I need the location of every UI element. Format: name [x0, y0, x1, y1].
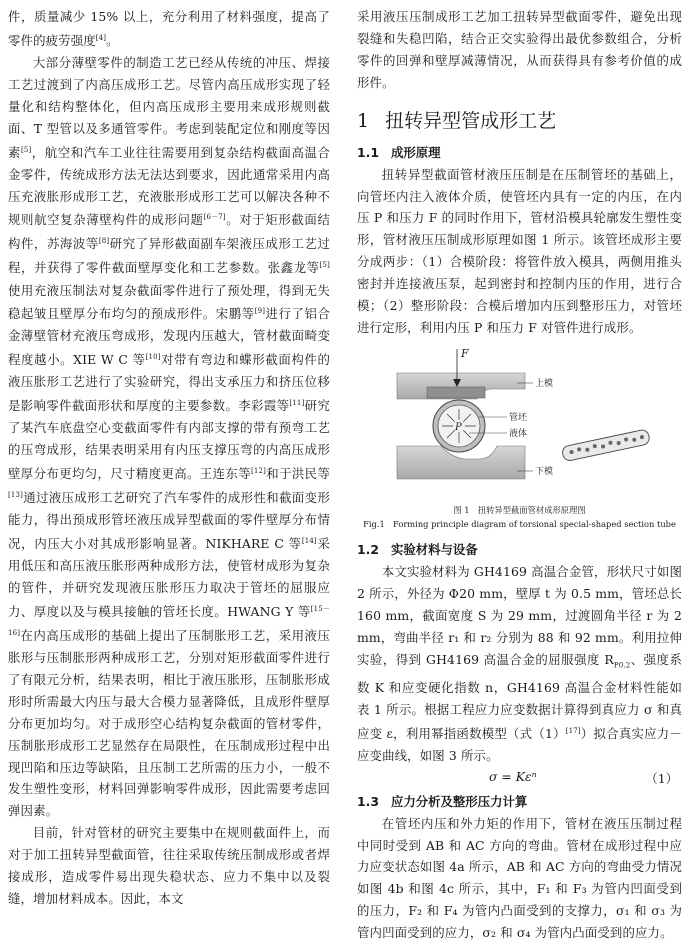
citation: [5]	[20, 145, 32, 154]
label-F: F	[461, 346, 469, 360]
right-column	[357, 6, 682, 944]
left-paragraph-1: 件，质量减少 15% 以上，充分利用了材料强度，提高了零件的疲劳强度[4]。	[8, 9, 330, 49]
citation: [6－7]	[203, 213, 226, 222]
subsection-heading-1-2: 1.2 实验材料与设备	[357, 541, 478, 557]
citation: [14]	[301, 537, 317, 546]
label-liquid: 液体	[509, 428, 528, 439]
citation: [4]	[95, 33, 107, 42]
label-tube: 管坯	[509, 412, 528, 423]
formed-part	[561, 429, 650, 462]
citation: [13]	[8, 491, 23, 500]
left-column	[8, 6, 330, 910]
equation-1-expression: σ = Kεⁿ	[489, 768, 537, 784]
figure-1-caption-en: Fig.1 Forming principle diagram of torsional special-shaped section tube	[363, 518, 676, 529]
equation-1-number: （1）	[645, 770, 678, 786]
label-lower-die: 下模	[535, 466, 554, 477]
citation: [11]	[289, 399, 305, 408]
label-upper-die: 上模	[535, 378, 554, 389]
citation: [5]	[319, 261, 330, 270]
left-paragraph-3: 目前，针对管材的研究主要集中在规则截面件上，而对于加工扭转异型截面管，往往采取传统压制成形或者焊接成形，造成零件易出现失稳状态、应力不集中以及裂缝，增加材料成本。因此，本文	[8, 825, 330, 906]
citation: [9]	[254, 307, 266, 316]
section-heading-1: 1 扭转异型管成形工艺	[357, 109, 557, 132]
left-paragraph-2: 大部分薄壁零件的制造工艺已经从传统的冲压、焊接工艺过渡到了内高压成形工艺。尽管内高压成形实现了轻量化和结构整体化，但内高压成形主要用来成形规则截面、T 型管以及多通管零件。考虑到装配定位和刚度等因素[5]，航空和汽车工业往往需要用到复杂结构截面高温合金零件，传统成形方法无法达到要求，因此通常采用内高压充液胀形成形工艺，充液胀形成形工艺可以解决各种不规则航空复杂薄壁构件的成形问题[6－7]。对于矩形截面结构件，苏海波等[8]研究了异形截面副车架液压成形工艺过程，并获得了零件截面壁厚变化和工艺参数。张鑫龙等[5]使用充液压制法对复杂截面零件进行了预处理，得到无失稳起皱且壁厚分布均匀的预成形件。宋鹏等[9]进行了铝合金薄壁管材充液压弯成形，发现内压越大，管材截面畸变程度越小。XIE W C 等[10]对带有弯边和蝶形截面构件的液压胀形工艺进行了实验研究，得出支承压力和挤压位移是影响零件截面形状和厚度的主要参数。李彩霞等[11]研究了某汽车底盘空心变截面零件有内部支撑的带有预弯工艺的压弯成形，结果表明采用有内压支撑压弯的内高压成形壁厚分布更均匀，尺寸精度更高。王连东等[12]和于洪民等[13]通过液压成形工艺研究了汽车零件的成形性和截面变形能力，得出预成形管坯液压成异型截面的零件壁厚分布情况，内压大小对其成形影响显著。NIKHARE C 等[14]采用低压和高压液压胀形两种成形方法，使管材成形为复杂的管件，并研究发现液压胀形压力取决于管坯的屈服应力、厚度以及与模具接触的管坯长度。HWANG Y 等[15－16]在内高压成形的基础上提出了压制胀形工艺，采用液压胀形与压制胀形两种成形工艺，分别对矩形截面零件进行了有限元分析，结果表明，相比于液压胀形，压制胀形成形时所需最大内压与最大合模力显著降低，且成形件壁厚分布更加均匀。对于成形空心结构复杂截面的管材零件，压制胀形成形工艺显然存在局限性，在压制成形过程中出现凹陷和压边等缺陷，且压制工艺所需的压力小，一般不发生塑性变形，材料回弹影响零件成形，因此需要考虑回弹因素。	[8, 54, 331, 819]
citation: [15－16]	[8, 604, 330, 637]
subsection-heading-1-3: 1.3 应力分析及整形压力计算	[357, 793, 528, 809]
right-paragraph-4: 在管坯内压和外力矩的作用下，管材在液压压制过程中同时受到 AB 和 AC 方向的弯曲。管材在成形过程中应力应变状态如图 4a 所示，AB 和 AC 方向的弯曲受力情况如图 4b 和图 4c 所示，其中，F₁ 和 F₃ 为管内凹面受到的压力，F₂ 和 F₄ 为管内凸面受到的支撑力，σ₁ 和 σ₃ 为管内凹面受到的应力，σ₂ 和 σ₄ 为管内凸面受到的应力。	[357, 815, 682, 941]
figure-1	[357, 341, 682, 503]
right-paragraph-3: 本文实验材料为 GH4169 高温合金管，形状尺寸如图 2 所示，外径为 Φ20 mm，壁厚 t 为 0.5 mm，管坯总长 160 mm，截面宽度 S 为 29 mm，过渡圆角半径 r 为 2 mm，弯曲半径 r₁ 和 r₂ 分别为 88 和 92 mm。利用拉伸实验，得到 GH4169 高温合金的屈服强度 $R_{P0.2}$、强度系数 K 和应变硬化指数 n，GH4169 高温合金材料性能如表 1 所示。根据工程应力应变数据计算得到真应力 σ 和真应变 ε，利用幂指函数模型（式（1）[17]）拟合真实应力－应变曲线，如图 3 所示。	[357, 563, 682, 763]
upper-punch	[427, 387, 485, 398]
citation: [17]	[565, 726, 581, 735]
equation-1	[357, 767, 682, 791]
right-paragraph-1: 采用液压压制成形工艺加工扭转异型截面零件，避免出现裂缝和失稳凹陷，结合正交实验得出最优参数组合，分析零件的回弹和壁厚减薄情况，从而获得具有参考价值的成形件。	[357, 9, 682, 90]
citation: [10]	[145, 353, 161, 362]
citation: [8]	[98, 237, 110, 246]
right-paragraph-2: 扭转异型截面管材液压压制是在压制管坯的基础上，向管坯内注入液体介质，使管坯内具有一定的内压，在内压 P 和压力 F 的同时作用下，管材沿模具轮廓发生塑性变形，管材液压压制成形原理如图 1 所示。该管坯成形主要分成两步：（1）合模阶段：将管件放入模具，两侧用推头密封并连接液压泵，起到密封和控制内压的作用，进行合模；（2）整形阶段：合模后增加内压到整形压力，对管坯进行定形，利用内压 P 和压力 F 对管件进行成形。	[357, 166, 682, 335]
citation: [12]	[251, 467, 267, 476]
forming-principle-diagram	[357, 341, 682, 503]
subsection-heading-1-1: 1.1 成形原理	[357, 144, 441, 160]
label-P: P	[455, 421, 462, 433]
figure-1-caption-cn: 图 1 扭转异型截面管材成形原理图	[453, 504, 586, 515]
